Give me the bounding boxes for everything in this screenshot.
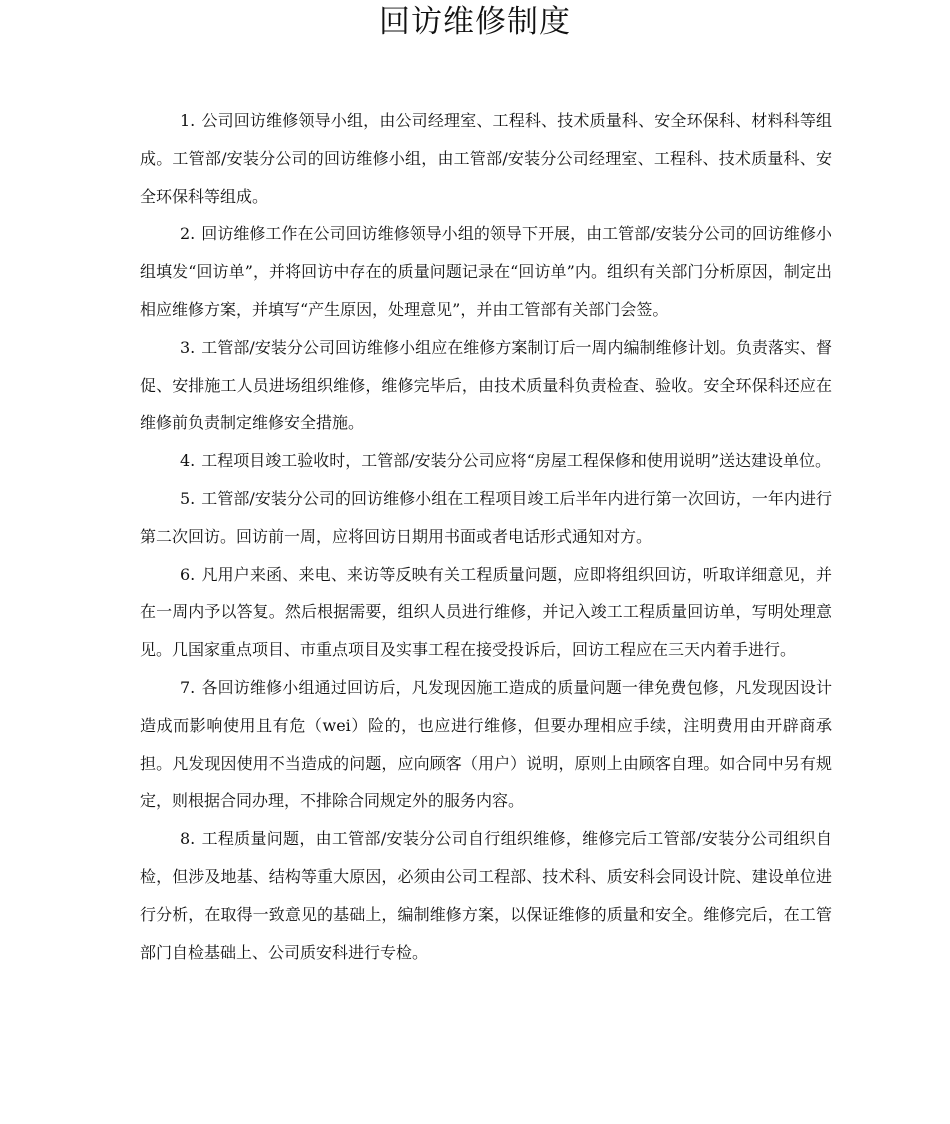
document-title: 回访维修制度 — [379, 4, 571, 40]
paragraph-number: 7. — [180, 677, 196, 697]
paragraph-2 — [140, 215, 832, 328]
paragraph-text: 凡用户来函、来电、来访等反映有关工程质量问题，应即将组织回访，听取详细意见，并在一周内予以答复。然后根据需要，组织人员进行维修，并记入竣工工程质量回访单，写明处理意见。几国家重点项目、市重点项目及实事工程在接受投诉后，回访工程应在三天内着手进行。 — [140, 564, 832, 660]
paragraph-4 — [140, 442, 832, 480]
paragraph-text: 各回访维修小组通过回访后，凡发现因施工造成的质量问题一律免费包修，凡发现因设计造成而影响使用且有危（wei）险的，也应进行维修，但要办理相应手续，注明费用由开辟商承担。凡发现因使用不当造成的问题，应向顾客（用户）说明，原则上由顾客自理。如合同中另有规定，则根据合同办理，不排除合同规定外的服务内容。 — [140, 677, 832, 811]
paragraph-number: 1. — [180, 111, 196, 130]
paragraph-5 — [140, 480, 832, 556]
paragraph-3 — [140, 329, 832, 442]
paragraph-text: 工管部/安装分公司的回访维修小组在工程项目竣工后半年内进行第一次回访，一年内进行第二次回访。回访前一周，应将回访日期用书面或者电话形式通知对方。 — [140, 488, 832, 546]
document-body — [140, 102, 832, 971]
paragraph-text: 公司回访维修领导小组，由公司经理室、工程科、技术质量科、安全环保科、材料科等组成。工管部/安装分公司的回访维修小组，由工管部/安装分公司经理室、工程科、技术质量科、安全环保科等组成。 — [140, 111, 832, 206]
paragraph-8 — [140, 820, 832, 971]
paragraph-1 — [140, 102, 832, 215]
paragraph-number: 3. — [180, 337, 196, 357]
paragraph-number: 8. — [180, 829, 196, 849]
paragraph-number: 4. — [180, 451, 196, 471]
paragraph-7 — [140, 669, 832, 820]
paragraph-text: 回访维修工作在公司回访维修领导小组的领导下开展，由工管部/安装分公司的回访维修小组填发“回访单”，并将回访中存在的质量问题记录在“回访单”内。组织有关部门分析原因，制定出相应维修方案，并填写“产生原因，处理意见”，并由工管部有关部门会签。 — [140, 224, 832, 319]
paragraph-number: 5. — [180, 488, 196, 508]
paragraph-text: 工程项目竣工验收时，工管部/安装分公司应将“房屋工程保修和使用说明”送达建设单位。 — [201, 451, 832, 471]
paragraph-text: 工管部/安装分公司回访维修小组应在维修方案制订后一周内编制维修计划。负责落实、督促、安排施工人员进场组织维修，维修完毕后，由技术质量科负责检查、验收。安全环保科还应在维修前负责制定维修安全措施。 — [140, 337, 832, 433]
paragraph-6 — [140, 556, 832, 669]
paragraph-text: 工程质量问题，由工管部/安装分公司自行组织维修，维修完后工管部/安装分公司组织自检，但涉及地基、结构等重大原因，必须由公司工程部、技术科、质安科会同设计院、建设单位进行分析，在取得一致意见的基础上，编制维修方案，以保证维修的质量和安全。维修完后，在工管部门自检基础上、公司质安科进行专检。 — [140, 829, 832, 962]
paragraph-number: 2. — [180, 224, 196, 244]
paragraph-number: 6. — [180, 564, 196, 584]
